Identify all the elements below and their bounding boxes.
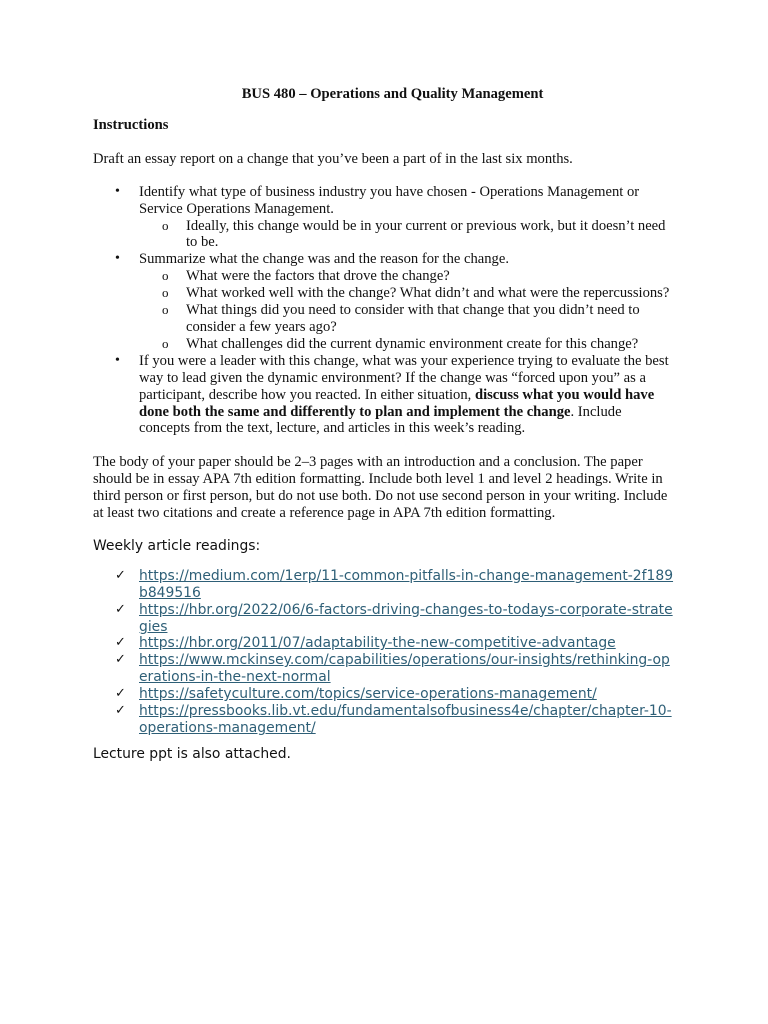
- checkmark-icon: ✓: [115, 703, 126, 719]
- sub-list-item: [139, 336, 676, 353]
- reading-link[interactable]: https://www.mckinsey.com/capabilities/operations/our-insights/rethinking-operations-in-the-next-normal: [139, 652, 670, 686]
- circle-bullet-icon: o: [162, 268, 169, 284]
- sub-bullet-text: What worked well with the change? What didn’t and what were the repercussions?: [186, 285, 670, 302]
- sub-list-item: [139, 285, 676, 302]
- list-item: [93, 652, 676, 686]
- sub-list-item: [139, 268, 676, 285]
- reading-link[interactable]: https://pressbooks.lib.vt.edu/fundamentalsofbusiness4e/chapter/chapter-10-operations-management/: [139, 703, 672, 736]
- reading-link[interactable]: https://hbr.org/2022/06/6-factors-driving-changes-to-todays-corporate-strategies: [139, 601, 673, 635]
- sub-list-item: [139, 302, 676, 336]
- readings-list: [93, 568, 676, 737]
- circle-bullet-icon: o: [162, 285, 169, 301]
- reading-link[interactable]: https://medium.com/1erp/11-common-pitfalls-in-change-management-2f189b849516: [139, 567, 674, 601]
- lecture-note: Lecture ppt is also attached.: [93, 745, 291, 762]
- sub-list: [139, 218, 676, 252]
- list-item: [93, 703, 676, 737]
- instructions-heading: Instructions: [93, 116, 169, 133]
- circle-bullet-icon: o: [162, 217, 169, 233]
- readings-title: Weekly article readings:: [93, 537, 261, 554]
- reading-link[interactable]: https://hbr.org/2011/07/adaptability-the-new-competitive-advantage: [139, 635, 616, 652]
- checkmark-icon: ✓: [115, 601, 126, 617]
- list-item: [93, 686, 676, 703]
- sub-bullet-text: What things did you need to consider with that change that you didn’t need to consider a few years ago?: [186, 302, 640, 335]
- list-item: [93, 184, 676, 252]
- reading-link[interactable]: https://safetyculture.com/topics/service-operations-management/: [139, 686, 597, 703]
- bullet-icon: •: [115, 183, 120, 199]
- list-item: [93, 568, 676, 602]
- checkmark-icon: ✓: [115, 635, 126, 651]
- list-item: [93, 353, 676, 438]
- bullet-bold-text: discuss what you would have done both the same and differently to plan and implement the change: [139, 386, 655, 420]
- bullet-text: Identify what type of business industry you have chosen - Operations Management or Service Operations Management.: [139, 183, 640, 217]
- sub-bullet-text: What were the factors that drove the change?: [186, 268, 450, 285]
- bullet-text-before: If you were a leader with this change, what was your experience trying to evaluate the best way to lead given the dynamic environment? If the change was “forced upon you” as a participant, describe how you reacted. In either situation,: [139, 352, 669, 403]
- list-item: [93, 635, 676, 652]
- list-item: [93, 251, 676, 352]
- checkmark-icon: ✓: [115, 652, 126, 668]
- document-title: BUS 480 – Operations and Quality Management: [241, 86, 544, 102]
- sub-list: [139, 268, 676, 353]
- bullet-text: Summarize what the change was and the reason for the change.: [139, 251, 509, 268]
- instructions-list: [93, 184, 676, 438]
- circle-bullet-icon: o: [162, 335, 169, 351]
- sub-bullet-text: What challenges did the current dynamic environment create for this change?: [186, 335, 639, 352]
- bullet-text-after: . Include concepts from the text, lecture, and articles in this week’s reading.: [139, 403, 622, 437]
- intro-paragraph: Draft an essay report on a change that you’ve been a part of in the last six months.: [93, 150, 573, 167]
- bullet-icon: •: [115, 251, 120, 267]
- list-item: [93, 602, 676, 636]
- checkmark-icon: ✓: [115, 567, 126, 583]
- checkmark-icon: ✓: [115, 686, 126, 702]
- sub-list-item: [139, 218, 676, 252]
- body-paragraph: The body of your paper should be 2–3 pages with an introduction and a conclusion. The paper should be in essay APA 7th edition formatting. Include both level 1 and level 2 headings. Write in third person or first person, but do not use both. Do not use second person in your writing. Include at least two citations and create a reference page in APA 7th edition formatting.: [93, 454, 668, 522]
- sub-bullet-text: Ideally, this change would be in your current or previous work, but it doesn’t need to be.: [186, 217, 666, 251]
- circle-bullet-icon: o: [162, 302, 169, 318]
- bullet-icon: •: [115, 352, 120, 368]
